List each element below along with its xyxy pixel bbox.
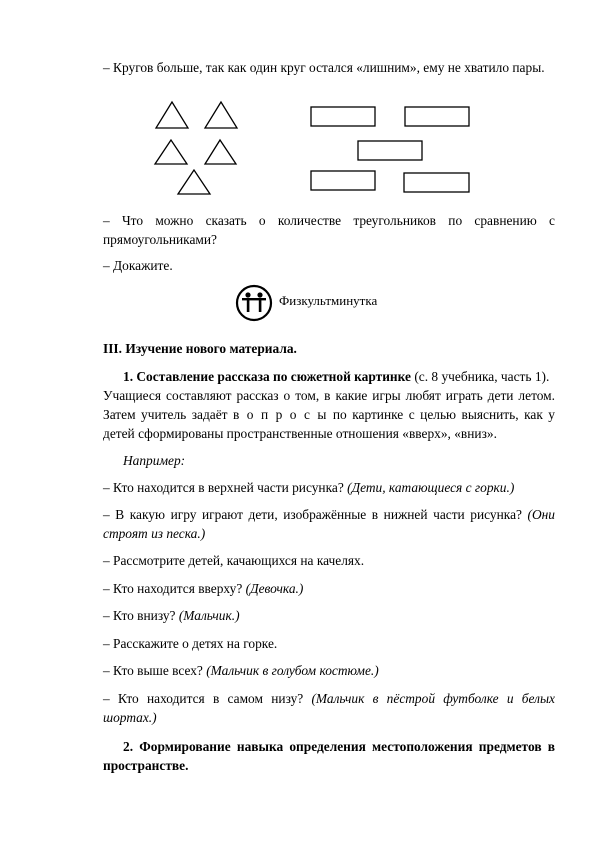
- question-shapes-paragraph: – Что можно сказать о количестве треугольников по сравнению с прямоугольниками?: [103, 213, 555, 247]
- rectangle-2: [405, 107, 469, 126]
- prove-paragraph: – Докажите.: [103, 258, 173, 273]
- qa-6: – Расскажите о детях на горке.: [103, 636, 278, 651]
- triangle-5: [178, 170, 210, 194]
- rectangle-3: [358, 141, 422, 160]
- physminute-label: Физкультминутка: [279, 293, 378, 308]
- item-2-title: 2. Формирование навыка определения местоположения предметов в пространстве.: [103, 739, 555, 773]
- rectangle-4: [311, 171, 375, 190]
- qa-8: – Кто находится в самом низу? (Мальчик в пёстрой футболке и белых шортах.): [103, 691, 555, 725]
- two-children-icon: [237, 286, 271, 320]
- triangle-1: [156, 102, 188, 128]
- triangle-2: [205, 102, 237, 128]
- qa-5: – Кто внизу? (Мальчик.): [103, 608, 240, 623]
- item-1-paragraph: 1. Составление рассказа по сюжетной картинке (с. 8 учебника, часть 1). Учащиеся составляют рассказ о том, в какие игры любят играть дети летом. Затем учитель задаёт в о п р о с ы по картинке с целью выяснить, как у детей сформированы пространственные отношения «вверх», «вниз».: [103, 369, 555, 441]
- qa-2: – В какую игру играют дети, изображённые в нижней части рисунка? (Они строят из песка.): [103, 507, 555, 541]
- rectangle-1: [311, 107, 375, 126]
- qa-3: – Рассмотрите детей, качающихся на качелях.: [103, 553, 365, 568]
- qa-7: – Кто выше всех? (Мальчик в голубом костюме.): [103, 663, 379, 678]
- qa-1: – Кто находится в верхней части рисунка? (Дети, катающиеся с горки.): [103, 480, 515, 495]
- qa-4: – Кто находится вверху? (Девочка.): [103, 581, 304, 596]
- rectangle-5: [404, 173, 469, 192]
- triangle-4: [205, 140, 236, 164]
- example-label: Например:: [123, 453, 186, 468]
- section-3-title: III. Изучение нового материала.: [103, 341, 297, 356]
- triangle-3: [155, 140, 187, 164]
- answer-circles-paragraph: – Кругов больше, так как один круг остался «лишним», ему не хватило пары.: [103, 60, 545, 75]
- shapes-figure: [150, 100, 480, 200]
